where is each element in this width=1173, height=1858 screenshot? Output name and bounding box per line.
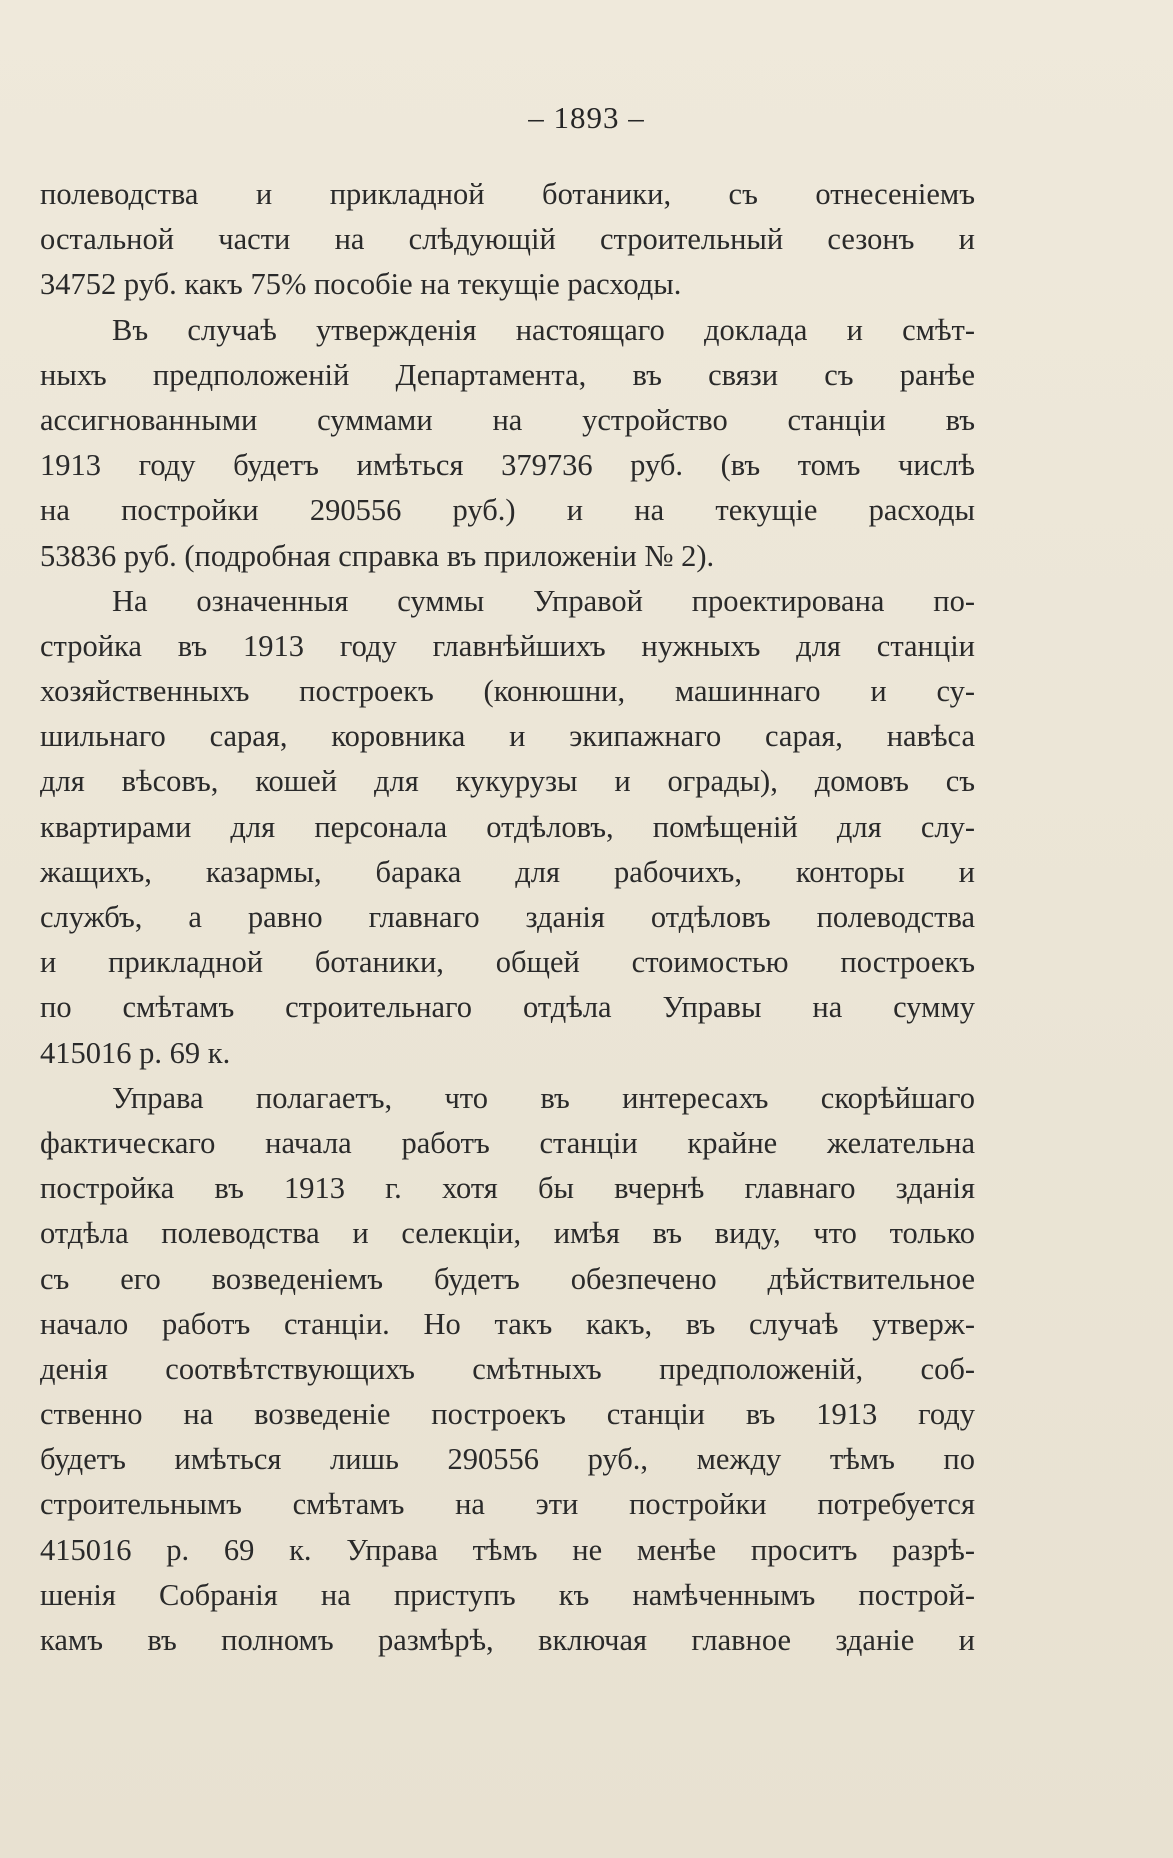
text-line: 34752 руб. какъ 75% пособіе на текущіе расходы. — [40, 267, 682, 302]
text-line: жащихъ, казармы, барака для рабочихъ, конторы и — [40, 854, 975, 889]
text-line: камъ въ полномъ размѣрѣ, включая главное зданіе и — [40, 1623, 975, 1657]
text-line: начало работъ станціи. Но такъ какъ, въ случаѣ утверж- — [40, 1306, 975, 1341]
text-line: денія соотвѣтствующихъ смѣтныхъ предположеній, соб- — [40, 1351, 975, 1386]
text-line: строительнымъ смѣтамъ на эти постройки потребуется — [40, 1487, 975, 1522]
text-line: остальной части на слѣдующій строительный сезонъ и — [40, 222, 975, 257]
text-line: стройка въ 1913 году главнѣйшихъ нужныхъ для станціи — [40, 628, 975, 663]
text-line: постройка въ 1913 г. хотя бы вчернѣ главнаго зданія — [40, 1171, 975, 1206]
page-number: – 1893 – — [528, 100, 645, 135]
text-line: ственно на возведеніе построекъ станціи въ 1913 году — [40, 1397, 975, 1432]
text-line: 415016 р. 69 к. Управа тѣмъ не менѣе проситъ разрѣ- — [40, 1532, 975, 1567]
text-line: фактическаго начала работъ станціи крайне желательна — [40, 1125, 975, 1160]
text-line: на постройки 290556 руб.) и на текущіе расходы — [40, 493, 975, 528]
text-line: шильнаго сарая, коровника и экипажнаго сарая, навѣса — [40, 719, 975, 754]
text-line: по смѣтамъ строительнаго отдѣла Управы на сумму — [40, 990, 975, 1025]
text-line: 1913 году будетъ имѣться 379736 руб. (въ томъ числѣ — [40, 448, 975, 483]
text-line: Управа полагаетъ, что въ интересахъ скорѣйшаго — [112, 1080, 975, 1115]
text-line: 415016 р. 69 к. — [40, 1035, 231, 1070]
text-line: будетъ имѣться лишь 290556 руб., между тѣмъ по — [40, 1442, 975, 1477]
text-line: для вѣсовъ, кошей для кукурузы и ограды), домовъ съ — [40, 764, 975, 799]
text-line: службъ, а равно главнаго зданія отдѣловъ полеводства — [40, 900, 975, 934]
text-line: съ его возведеніемъ будетъ обезпечено дѣйствительное — [40, 1261, 975, 1296]
text-line: хозяйственныхъ построекъ (конюшни, машиннаго и су- — [40, 674, 975, 709]
text-line: ныхъ предположеній Департамента, въ связи съ ранѣе — [40, 357, 975, 392]
text-line: отдѣла полеводства и селекціи, имѣя въ виду, что только — [40, 1216, 975, 1251]
text-line: полеводства и прикладной ботаники, съ отнесеніемъ — [40, 177, 975, 211]
text-line: ассигнованными суммами на устройство станціи въ — [40, 402, 975, 437]
text-line: и прикладной ботаники, общей стоимостью построекъ — [40, 945, 975, 980]
body-text — [40, 172, 975, 1663]
text-line: На означенныя суммы Управой проектирована по- — [112, 583, 975, 618]
text-line: шенія Собранія на приступъ къ намѣченнымъ построй- — [40, 1577, 975, 1612]
text-line: квартирами для персонала отдѣловъ, помѣщеній для слу- — [40, 809, 975, 844]
text-line: 53836 руб. (подробная справка въ приложеніи № 2). — [40, 538, 715, 573]
text-line: Въ случаѣ утвержденія настоящаго доклада и смѣт- — [112, 312, 975, 347]
